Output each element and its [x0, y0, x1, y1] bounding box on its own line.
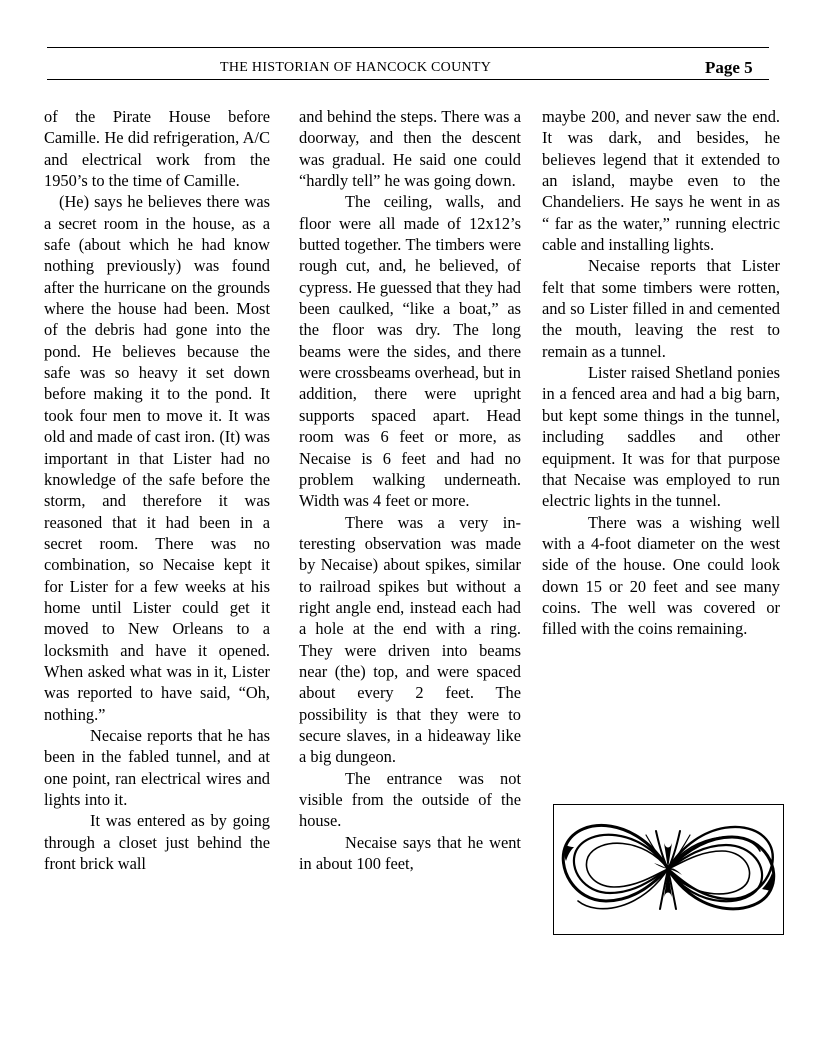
article-column-1	[44, 106, 270, 874]
decorative-flourish-icon	[554, 805, 783, 934]
ornament-frame	[553, 804, 784, 935]
article-paragraph: The ceiling, walls, and floor were all made of 12x12’s butted together. The timbers were rough cut, and, he believed, of cypress. He guessed that they had been caulked, “like a boat,” as the floor was dry. The long beams were the sides, and there were crossbeams overhead, but in addition, there were upright supports spaced apart. Head room was 6 feet or more, as Necaise is 6 feet and had no problem walking underneath. Width was 4 feet or more.	[299, 192, 521, 511]
article-paragraph: There was a wishing well with a 4-foot diameter on the west side of the house. One could look down 15 or 20 feet and see many coins. The well was covered or filled with the coins remaining.	[542, 512, 780, 639]
article-paragraph: The entrance was not visible from the outside of the house.	[299, 768, 521, 831]
article-paragraph: of the Pirate House before Camille. He did refrigeration, A/C and electrical work from the 1950’s to the time of Camille.	[44, 107, 270, 191]
article-paragraph: maybe 200, and never saw the end. It was dark, and besides, he believes legend that it extended to an island, maybe even to the Chandeliers. He says he went in as “ far as the water,” running electric cable and installing lights.	[542, 107, 780, 255]
article-column-3	[542, 106, 780, 640]
page-number: Page 5	[705, 58, 753, 77]
article-column-2	[299, 106, 521, 874]
publication-title: THE HISTORIAN OF HANCOCK COUNTY	[220, 60, 492, 75]
article-paragraph: Lister raised Shetland ponies in a fenced area and had a big barn, but kept some things in the tunnel, including saddles and other equipment. It was for that purpose that Necaise was employed to run electric lights in the tunnel.	[542, 363, 780, 511]
article-paragraph: (He) says he believes there was a secret room in the house, as a safe (about which he had know nothing previously) was found after the hurricane on the grounds where the house had been. Most of the debris had gone into the pond. He believes because the safe was so heavy it set down before making it to the pond. It took four men to move it. It was old and made of cast iron. (It) was important in that Lister had no knowledge of the safe before the storm, and therefore it was reasoned that it had been in a secret room. There was no combination, so Necaise kept it for Lister for a few weeks at his home until Lister could get it moved to New Orleans to a locksmith and have it opened. When asked what was in it, Lister was reported to have said, “Oh, nothing.”	[44, 192, 270, 724]
article-paragraph: It was entered as by going through a closet just behind the front brick wall	[44, 811, 270, 874]
article-paragraph: Necaise says that he went in about 100 feet,	[299, 832, 521, 874]
article-paragraph: Necaise reports that he has been in the fabled tunnel, and at one point, ran electrical wires and lights into it.	[44, 725, 270, 809]
header-bottom-rule	[47, 79, 769, 80]
header-top-rule	[47, 47, 769, 48]
article-paragraph: and behind the steps. There was a doorway, and then the descent was gradual. He said one could “hardly tell” he was going down.	[299, 107, 521, 191]
article-paragraph: There was a very interesting observation was made by Necaise) about spikes, similar to railroad spikes but without a right angle end, instead each had a hole at the end with a ring. They were driven into beams near (the) top, and were spaced about every 2 feet. The possibility is that they were to secure slaves, in a hideaway like a big dungeon.	[299, 512, 521, 767]
article-paragraph: Necaise reports that Lister felt that some timbers were rotten, and so Lister filled in and cemented the mouth, leaving the rest to remain as a tunnel.	[542, 256, 780, 361]
